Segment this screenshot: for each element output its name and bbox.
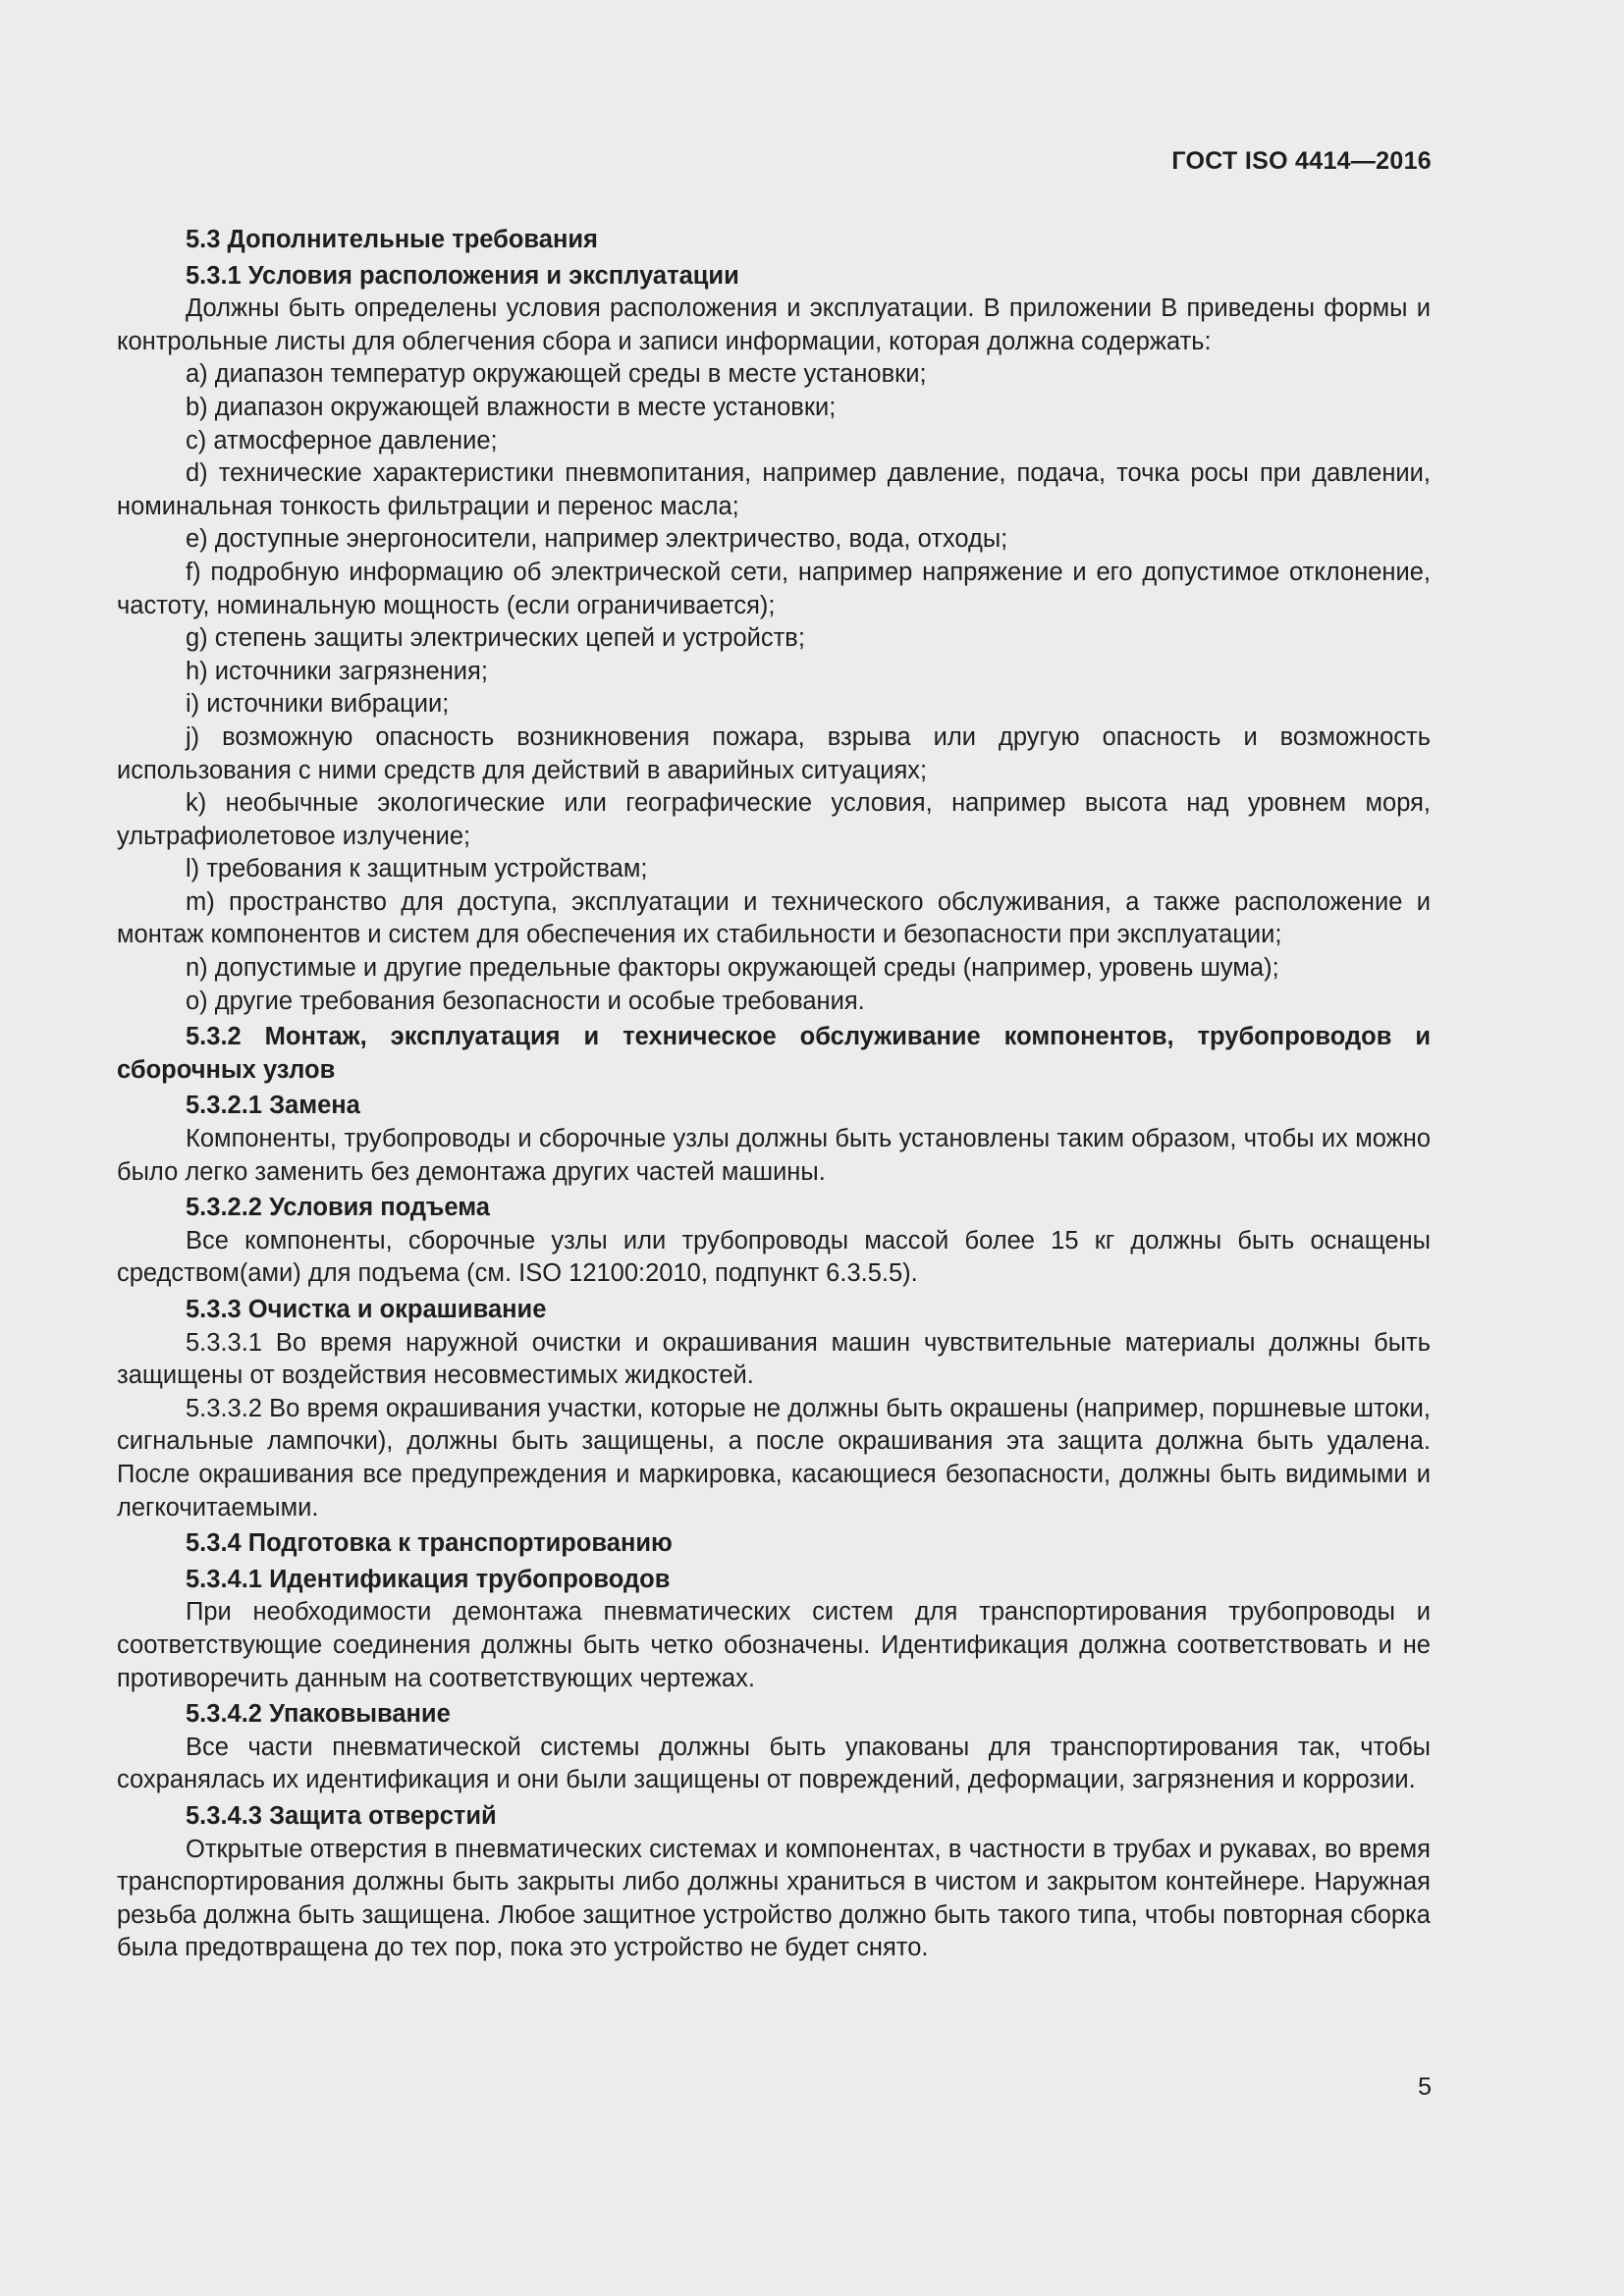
list-item: f) подробную информацию об электрической сети, например напряжение и его допустимое отклонение, частоту, номинальную мощность (если ограничивается);	[117, 558, 1431, 619]
document-body	[117, 224, 1431, 1965]
paragraph: Все части пневматической системы должны быть упакованы для транспортирования так, чтобы сохранялась их идентификация и они были защищены от повреждений, деформации, загрязнения и коррозии.	[117, 1733, 1431, 1794]
paragraph: 5.3.3.2 Во время окрашивания участки, которые не должны быть окрашены (например, поршневые штоки, сигнальные лампочки), должны быть защищены, а после окрашивания эта защита должна быть удалена. После окрашивания все предупреждения и маркировка, касающиеся безопасности, должны быть видимыми и легкочитаемыми.	[117, 1394, 1431, 1522]
page-number: 5	[1418, 2073, 1432, 2101]
list-item: i) источники вибрации;	[186, 690, 450, 719]
section-heading: 5.3.4 Подготовка к транспортированию	[186, 1529, 673, 1558]
section-heading: 5.3.2.2 Условия подъема	[186, 1194, 490, 1222]
paragraph: Компоненты, трубопроводы и сборочные узлы должны быть установлены таким образом, чтобы их можно было легко заменить без демонтажа других частей машины.	[117, 1125, 1431, 1186]
document-code: ГОСТ ISO 4414—2016	[1171, 147, 1432, 175]
list-item: d) технические характеристики пневмопитания, например давление, подача, точка росы при давлении, номинальная тонкость фильтрации и перенос масла;	[117, 459, 1431, 520]
list-item: l) требования к защитным устройствам;	[186, 855, 648, 883]
list-item: o) другие требования безопасности и особые требования.	[186, 987, 865, 1015]
list-item: m) пространство для доступа, эксплуатации и технического обслуживания, а также расположение и монтаж компонентов и систем для обеспечения их стабильности и безопасности при эксплуатации;	[117, 887, 1431, 949]
section-heading: 5.3.2 Монтаж, эксплуатация и техническое обслуживание компонентов, трубопроводов и сборочных узлов	[117, 1023, 1431, 1084]
paragraph: Открытые отверстия в пневматических системах и компонентах, в частности в трубах и рукавах, во время транспортирования должны быть закрыты либо должны храниться в чистом и закрытом контейнере. Наружная резьба должна быть защищена. Любое защитное устройство должно быть такого типа, чтобы повторная сборка была предотвращена до тех пор, пока это устройство не будет снято.	[117, 1835, 1431, 1962]
paragraph: Все компоненты, сборочные узлы или трубопроводы массой более 15 кг должны быть оснащены средством(ами) для подъема (см. ISO 12100:2010, подпункт 6.3.5.5).	[117, 1226, 1431, 1288]
paragraph: Должны быть определены условия расположения и эксплуатации. В приложении В приведены формы и контрольные листы для облегчения сбора и записи информации, которая должна содержать:	[117, 294, 1431, 355]
paragraph: 5.3.3.1 Во время наружной очистки и окрашивания машин чувствительные материалы должны быть защищены от воздействия несовместимых жидкостей.	[117, 1328, 1431, 1390]
list-item: a) диапазон температур окружающей среды в месте установки;	[186, 360, 927, 389]
section-heading: 5.3.4.1 Идентификация трубопроводов	[186, 1565, 671, 1593]
section-heading: 5.3.1 Условия расположения и эксплуатации	[186, 261, 739, 290]
list-item: h) источники загрязнения;	[186, 657, 488, 685]
list-item: k) необычные экологические или географические условия, например высота над уровнем моря, ультрафиолетовое излучение;	[117, 789, 1431, 850]
paragraph: При необходимости демонтажа пневматических систем для транспортирования трубопроводы и соответствующие соединения должны быть четко обозначены. Идентификация должна соответствовать и не противоречить данным на соответствующих чертежах.	[117, 1598, 1431, 1692]
list-item: c) атмосферное давление;	[186, 426, 498, 454]
list-item: e) доступные энергоносители, например электричество, вода, отходы;	[186, 525, 1008, 554]
list-item: g) степень защиты электрических цепей и устройств;	[186, 624, 805, 653]
section-heading: 5.3.2.1 Замена	[186, 1092, 360, 1120]
list-item: b) диапазон окружающей влажности в месте установки;	[186, 393, 837, 421]
section-heading: 5.3 Дополнительные требования	[186, 226, 598, 253]
section-heading: 5.3.4.3 Защита отверстий	[186, 1801, 497, 1830]
section-heading: 5.3.4.2 Упаковывание	[186, 1700, 451, 1729]
list-item: n) допустимые и другие предельные факторы окружающей среды (например, уровень шума);	[186, 954, 1279, 983]
list-item: j) возможную опасность возникновения пожара, взрыва или другую опасность и возможность использования с ними средств для действий в аварийных ситуациях;	[117, 722, 1431, 784]
section-heading: 5.3.3 Очистка и окрашивание	[186, 1296, 547, 1323]
